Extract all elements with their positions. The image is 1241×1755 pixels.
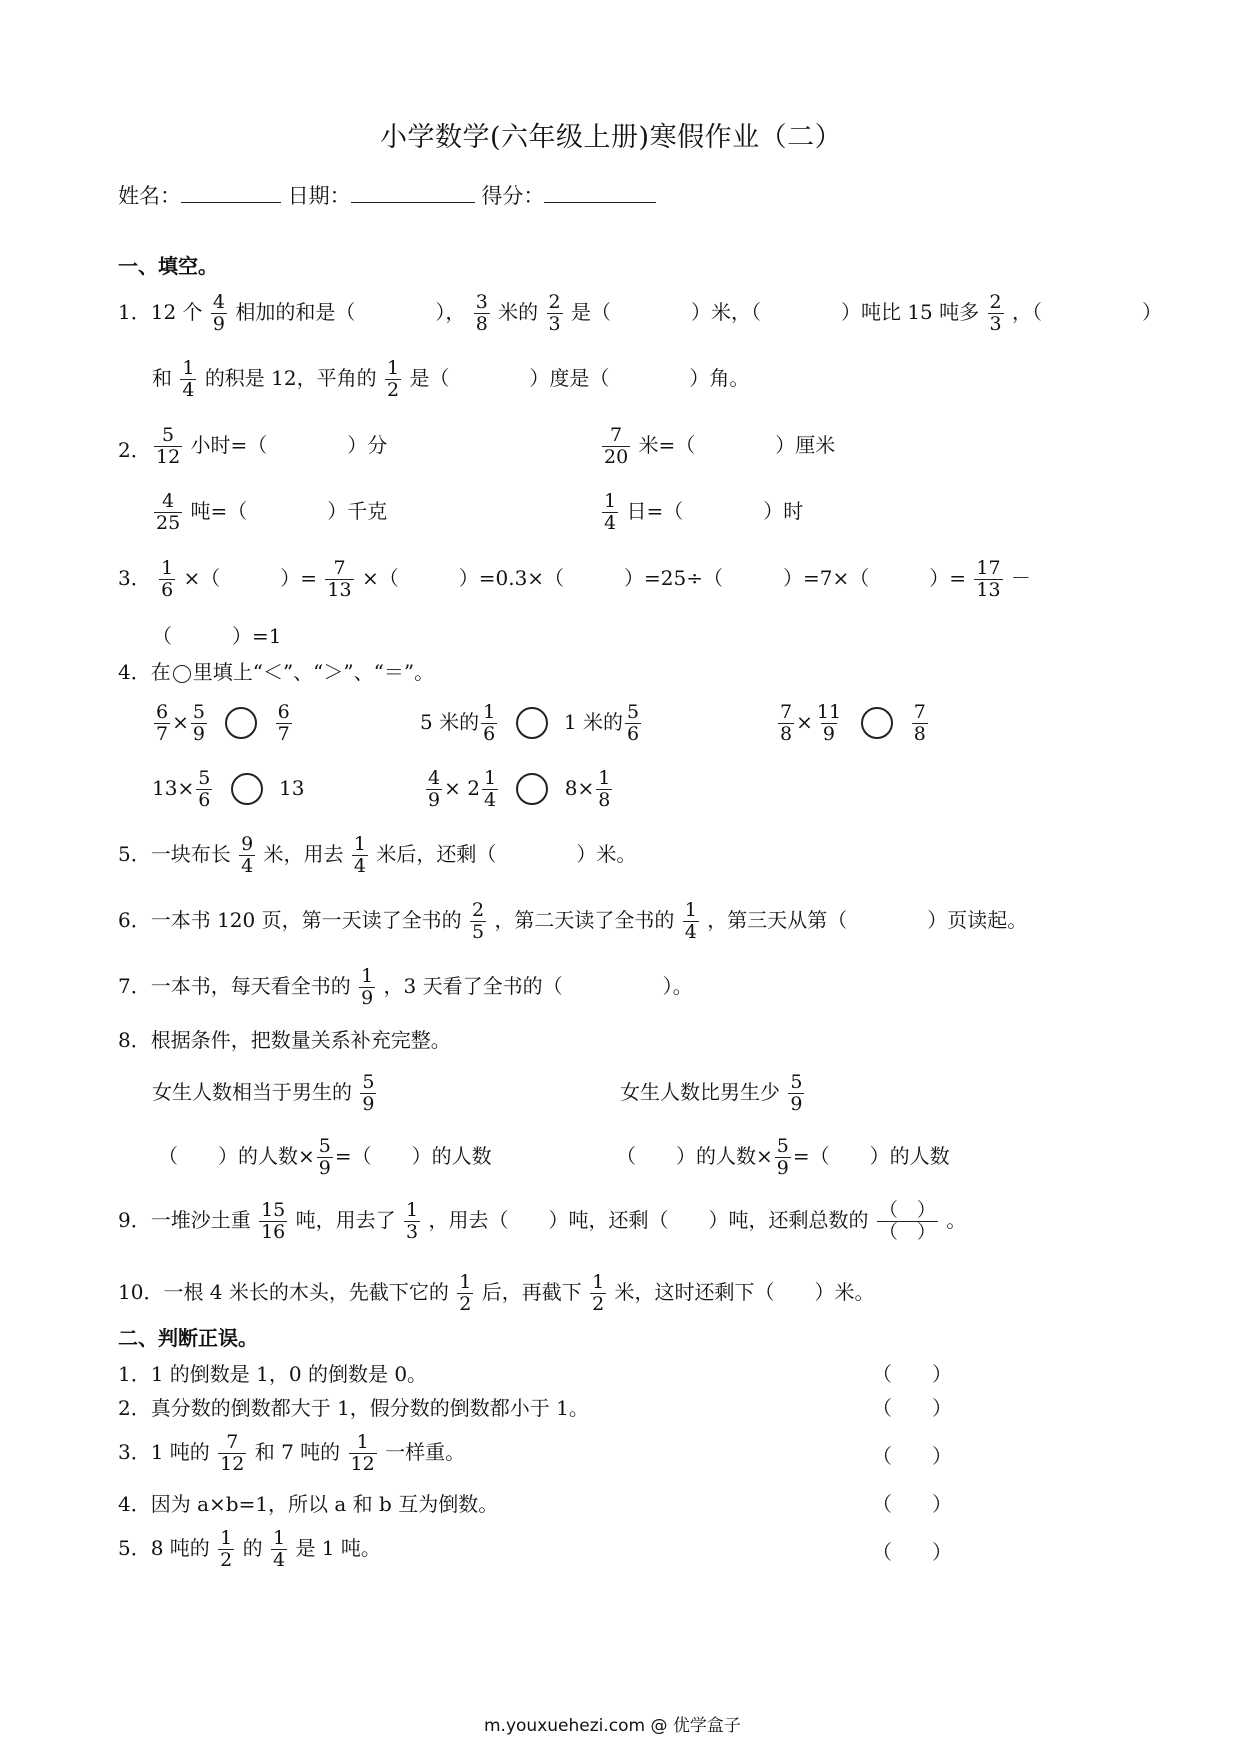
fraction: $\frac{5}{9}$ [790,1071,803,1115]
q3-text-a: ×（ ）= [183,565,318,590]
q1-text-e: ，（ ） [1011,299,1162,324]
q2-item1-text: 小时=（ ）分 [190,432,388,457]
fraction: $\frac{2}{5}$ [471,899,485,943]
q6-line [118,900,1027,943]
fraction: $\frac{5}{9}$ [776,1135,789,1179]
info-header [118,182,656,207]
q9-text-b: 吨，用去了 [295,1207,396,1232]
answer-circle[interactable] [516,707,548,739]
q1-text-b: 相加的和是（ ）， [235,299,466,324]
q8-right-r1: （ ）的人数× [616,1143,773,1168]
q10-text-b: 后，再截下 [481,1279,582,1304]
fraction: $\frac{5}{9}$ [362,1071,375,1115]
q1-text-a: 1．12 个 [118,299,203,324]
q4-item-c [776,702,930,745]
judge-bracket-2[interactable]: （ ） [872,1396,952,1420]
q5-text-b: 米，用去 [263,841,344,866]
score-blank[interactable] [544,182,656,203]
name-blank[interactable] [181,182,281,203]
fraction: $\frac{1}{6}$ [161,557,174,601]
judge3-text-b: 和 7 吨的 [254,1439,341,1464]
q7-text-b: ，3 天看了全书的（ ）。 [383,973,693,998]
q1-line1 [118,292,1162,335]
fraction: $\frac{2}{3}$ [548,291,561,335]
fraction: $\frac{6}{7}$ [156,701,169,745]
fraction: $\frac{1}{2}$ [592,1271,605,1315]
fraction: $\frac{7}{13}$ [327,557,352,601]
q1-text-c: 米的 [498,299,539,324]
q2-item2 [600,425,835,468]
score-label: 得分： [481,184,545,208]
answer-circle[interactable] [231,773,263,805]
judge-item-5 [118,1528,381,1571]
answer-circle[interactable] [861,707,893,739]
q4-intro-a: 4．在 [118,660,171,684]
fraction: $\frac{6}{7}$ [277,701,290,745]
fraction: $\frac{1}{8}$ [598,767,611,811]
fraction: $\frac{1}{12}$ [350,1431,375,1475]
q1-l2-text-b: 的积是 12，平角的 [204,365,377,390]
q2-item1 [152,425,387,468]
q9-text-d: 。 [946,1207,967,1232]
q1-text-d: 是（ ）米，（ ）吨比 15 吨多 [570,299,980,324]
q8-left-r2: =（ ）的人数 [334,1143,492,1168]
q5-text-c: 米后，还剩（ ）米。 [376,841,637,866]
fraction: $\frac{1}{4}$ [272,1527,286,1571]
q5-text-a: 5．一块布长 [118,841,231,866]
q4-d-text1: 13× [152,775,195,800]
q3-number: 3． [118,565,151,590]
q4-item-e [424,768,614,811]
section2-heading: 二、判断正误。 [118,1326,258,1350]
judge5-text-a: 5．8 吨的 [118,1535,210,1560]
date-blank[interactable] [351,182,475,203]
q4-e-text2: 8× [564,775,595,800]
answer-circle[interactable] [225,707,257,739]
date-label: 日期： [287,184,351,208]
q6-text-c: ，第三天从第（ ）页读起。 [707,907,1028,932]
name-label: 姓名： [118,184,181,208]
q4-intro [118,662,434,683]
q10-text-c: 米，这时还剩下（ ）米。 [614,1279,875,1304]
fraction: $\frac{3}{8}$ [475,291,488,335]
q1-l2-text-c: 是（ ）度是（ ）角。 [409,365,750,390]
fraction: $\frac{7}{20}$ [604,424,629,468]
times-sign: × [796,709,813,734]
answer-circle[interactable] [516,773,548,805]
fraction: $\frac{1}{2}$ [459,1271,472,1315]
q6-text-a: 6．一本书 120 页，第一天读了全书的 [118,907,462,932]
q8-left-r1: （ ）的人数× [158,1143,315,1168]
q8-right-text: 女生人数比男生少 [620,1079,780,1104]
q8-right-r2: =（ ）的人数 [792,1143,950,1168]
judge5-text-b: 的 [242,1535,263,1560]
times-sign: × [172,709,189,734]
judge-item-1: 1．1 的倒数是 1，0 的倒数是 0。 [118,1362,428,1386]
fraction: $\frac{7}{8}$ [913,701,926,745]
fraction: $\frac{1}{3}$ [406,1199,419,1243]
q1-line2 [152,358,749,401]
fraction: $\frac{1}{9}$ [361,965,374,1009]
fraction: $\frac{1}{6}$ [483,701,496,745]
judge3-text-c: 一样重。 [385,1439,466,1464]
judge-item-3 [118,1432,465,1475]
q9-text-a: 9．一堆沙土重 [118,1207,251,1232]
judge-bracket-4[interactable]: （ ） [872,1492,952,1516]
q5-line [118,834,636,877]
fraction: $\frac{1}{4}$ [483,767,497,811]
fraction: $\frac{2}{3}$ [989,291,1002,335]
fraction: $\frac{1}{4}$ [604,490,617,534]
footer-watermark: m.youxuehezi.com @ 优学盒子 [484,1716,741,1736]
q8-left-condition [152,1072,378,1115]
q8-right-relation [616,1136,950,1179]
fraction: $\frac{5}{12}$ [156,424,181,468]
fraction: $\frac{1}{4}$ [684,899,697,943]
q2-item3 [152,491,387,534]
q1-l2-text-a: 和 [152,365,172,390]
fraction: $\frac{7}{12}$ [220,1431,245,1475]
fraction: $\frac{4}{9}$ [428,767,441,811]
q2-item3-text: 吨=（ ）千克 [190,498,388,523]
q2-item4-text: 日=（ ）时 [626,498,804,523]
compare-circle-icon [173,665,191,683]
q4-d-text2: 13 [279,775,305,800]
fraction: $\frac{1}{4}$ [182,357,195,401]
q4-item-b [420,702,643,745]
fraction: $\frac{11}{9}$ [816,701,842,745]
q4-b-text2: 1 米的 [563,709,623,734]
q2-number: 2． [118,438,151,462]
q7-text-a: 7．一本书，每天看全书的 [118,973,351,998]
page-title: 小学数学(六年级上册)寒假作业（二） [380,122,843,153]
fraction-blank[interactable]: $\frac{( )}{( )}$ [878,1199,936,1243]
fraction: $\frac{9}{4}$ [241,833,254,877]
judge-bracket-3[interactable]: （ ） [872,1444,952,1468]
q4-intro-b: 里填上“＜”、“＞”、“＝”。 [192,660,435,684]
q2-item2-text: 米=（ ）厘米 [638,432,836,457]
q3-text-c: － [1010,565,1031,590]
q7-line [118,966,693,1009]
fraction: $\frac{1}{4}$ [353,833,366,877]
q9-line [118,1200,966,1243]
q3-line1 [118,558,1031,601]
fraction: $\frac{15}{16}$ [261,1199,286,1243]
q10-text-a: 10．一根 4 米长的木头，先截下它的 [118,1279,449,1304]
fraction: $\frac{4}{25}$ [156,490,181,534]
q8-intro: 8．根据条件，把数量关系补充完整。 [118,1028,451,1052]
judge3-text-a: 3．1 吨的 [118,1439,210,1464]
q6-text-b: ，第二天读了全书的 [494,907,675,932]
q4-b-text1: 5 米的 [420,709,480,734]
q10-line [118,1272,875,1315]
q3-line2: （ ）=1 [152,624,282,648]
fraction: $\frac{4}{9}$ [212,291,225,335]
fraction: $\frac{7}{8}$ [780,701,793,745]
section1-heading: 一、填空。 [118,254,218,278]
q8-right-condition [620,1072,806,1115]
q8-left-text: 女生人数相当于男生的 [152,1079,352,1104]
q4-item-a [152,702,294,745]
q4-item-d [152,768,304,811]
fraction: $\frac{1}{2}$ [220,1527,233,1571]
fraction: $\frac{5}{9}$ [318,1135,331,1179]
fraction: $\frac{5}{6}$ [627,701,640,745]
q9-text-c: ，用去（ ）吨，还剩（ ）吨，还剩总数的 [428,1207,869,1232]
judge5-text-c: 是 1 吨。 [295,1535,381,1560]
q2-item4 [600,491,803,534]
times-sign: × 2 [444,775,480,800]
fraction: $\frac{5}{9}$ [192,701,205,745]
q8-left-relation [158,1136,492,1179]
fraction: $\frac{1}{2}$ [386,357,400,401]
judge-item-2: 2．真分数的倒数都大于 1，假分数的倒数都小于 1。 [118,1396,589,1420]
judge-bracket-5[interactable]: （ ） [872,1540,952,1564]
judge-bracket-1[interactable]: （ ） [872,1362,952,1386]
judge-item-4: 4．因为 a×b=1，所以 a 和 b 互为倒数。 [118,1492,499,1516]
fraction: $\frac{17}{13}$ [976,557,1001,601]
fraction: $\frac{5}{6}$ [198,767,211,811]
q3-text-b: ×（ ）=0.3×（ ）=25÷（ ）=7×（ ）= [361,565,973,590]
